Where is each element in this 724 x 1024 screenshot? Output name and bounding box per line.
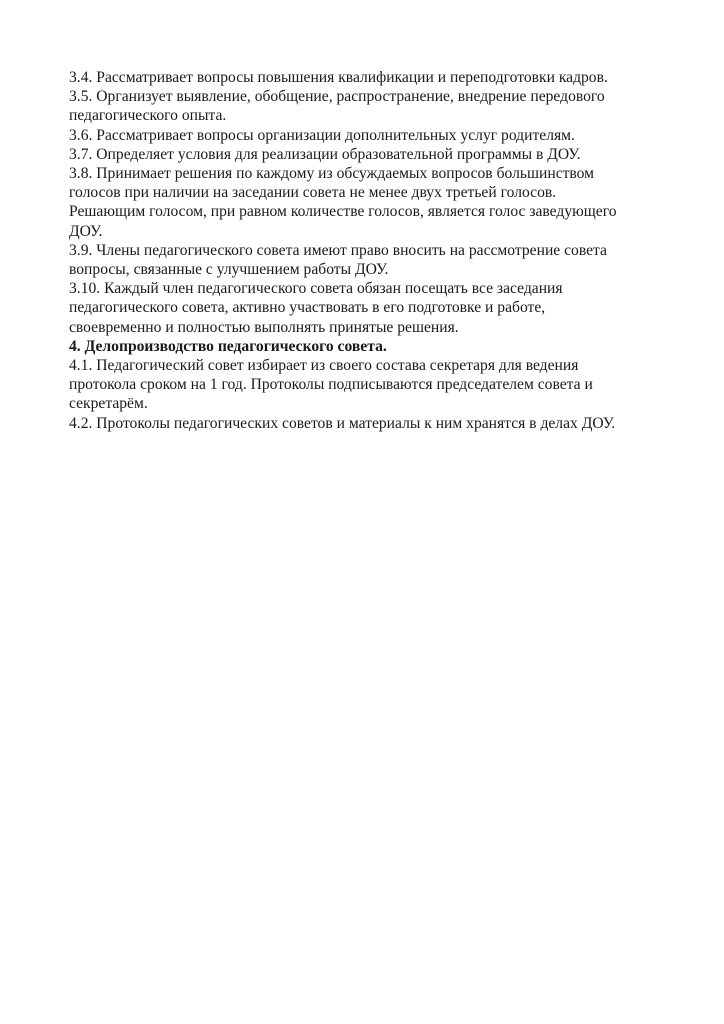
text-line: 3.4. Рассматривает вопросы повышения квалификации и переподготовки кадров. bbox=[69, 69, 608, 86]
paragraph-3-6 bbox=[69, 126, 681, 145]
text-line: педагогического совета, активно участвовать в его подготовке и работе, bbox=[69, 299, 546, 317]
text-line: 3.6. Рассматривает вопросы организации дополнительных услуг родителям. bbox=[69, 126, 575, 144]
text-line: своевременно и полностью выполнять принятые решения. bbox=[69, 318, 459, 336]
text-line: 4.2. Протоколы педагогических советов и материалы к ним хранятся в делах ДОУ. bbox=[69, 414, 616, 432]
text-line: педагогического опыта. bbox=[69, 107, 227, 125]
paragraph-3-4 bbox=[69, 68, 681, 87]
text-line: секретарём. bbox=[69, 395, 148, 413]
text-line: ДОУ. bbox=[69, 222, 103, 240]
text-line: 3.10. Каждый член педагогического совета обязан посещать все заседания bbox=[69, 280, 563, 298]
text-line: протокола сроком на 1 год. Протоколы подписываются председателем совета и bbox=[69, 376, 593, 394]
text-line: 3.5. Организует выявление, обобщение, распространение, внедрение передового bbox=[69, 88, 605, 106]
document-page bbox=[69, 68, 681, 433]
paragraph-4-1 bbox=[69, 356, 681, 414]
section-heading bbox=[69, 337, 681, 356]
text-line: голосов при наличии на заседании совета не менее двух третьей голосов. bbox=[69, 184, 557, 202]
text-line: 3.7. Определяет условия для реализации образовательной программы в ДОУ. bbox=[69, 145, 581, 163]
text-line: 4.1. Педагогический совет избирает из своего состава секретаря для ведения bbox=[69, 357, 579, 375]
paragraph-3-9 bbox=[69, 241, 681, 279]
paragraph-3-7 bbox=[69, 145, 681, 164]
paragraph-4-2 bbox=[69, 414, 681, 433]
text-line: 3.9. Члены педагогического совета имеют право вносить на рассмотрение совета bbox=[69, 241, 607, 259]
paragraph-3-8 bbox=[69, 164, 681, 241]
paragraph-3-10 bbox=[69, 279, 681, 337]
paragraph-3-5 bbox=[69, 87, 681, 125]
text-line: Решающим голосом, при равном количестве голосов, является голос заведующего bbox=[69, 203, 617, 221]
text-line: 3.8. Принимает решения по каждому из обсуждаемых вопросов большинством bbox=[69, 165, 595, 183]
section-heading-text: 4. Делопроизводство педагогического совета. bbox=[69, 337, 387, 355]
text-line: вопросы, связанные с улучшением работы ДОУ. bbox=[69, 261, 389, 279]
